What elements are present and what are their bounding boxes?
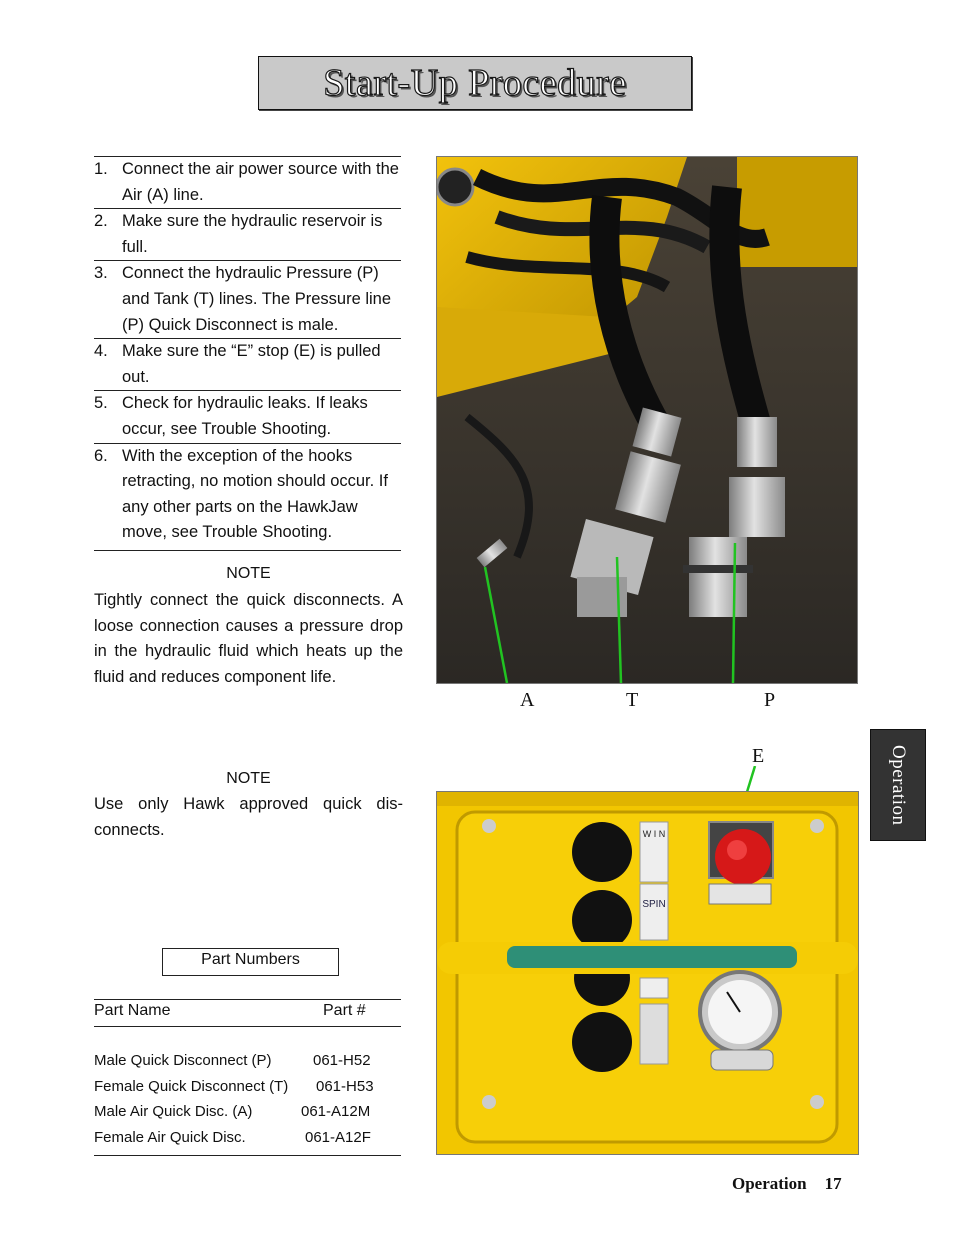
footer-section: Operation xyxy=(732,1174,807,1193)
pointer-line-e xyxy=(745,766,757,792)
label-a: A xyxy=(520,689,535,711)
table-row: Male Air Quick Disc. (A) 061-A12M xyxy=(94,1103,371,1121)
table-row: Female Air Quick Disc. 061-A12F xyxy=(94,1128,371,1146)
page-footer xyxy=(732,1174,842,1194)
page-title-box xyxy=(258,56,692,110)
label-e: E xyxy=(752,745,765,767)
push-to-disable-plate xyxy=(709,884,771,904)
label-t: T xyxy=(626,689,639,711)
note-title: NOTE xyxy=(226,770,271,787)
col-part-number: Part # xyxy=(323,1002,366,1019)
note-title: NOTE xyxy=(226,565,271,582)
note-body: Tightly connect the quick disconnects. A loose connection causes a pressure drop in the hydraulic fluid which heats up the fluid and reduces component life. xyxy=(94,591,403,687)
table-row: Female Quick Disconnect (T) 061-H53 xyxy=(94,1077,374,1095)
hydraulic-hoses-photo xyxy=(436,156,858,684)
parts-table xyxy=(94,1048,401,1150)
panel-label-winch-on: W I N xyxy=(642,829,666,839)
parts-table-header xyxy=(94,999,401,1027)
table-row: Male Quick Disconnect (P) 061-H52 xyxy=(94,1052,371,1069)
note-body: Use only Hawk approved quick dis- connects. xyxy=(94,795,403,839)
section-tab-label: Operation xyxy=(888,744,909,826)
divider xyxy=(94,1155,401,1156)
system-pressure-plate xyxy=(711,1050,773,1070)
control-panel-photo xyxy=(436,791,859,1155)
step-item: 3. Connect the hydraulic Pressure (P) and Tank (T) lines. The Pressure line (P) Quick Disconnect is male. xyxy=(94,260,401,338)
panel-label-spin: SPIN xyxy=(642,899,666,910)
part-numbers-box: Part Numbers xyxy=(162,948,339,976)
procedure-steps xyxy=(94,156,401,551)
step-item: 4. Make sure the “E” stop (E) is pulled out. xyxy=(94,338,401,390)
label-p: P xyxy=(764,689,776,711)
green-grab-bar xyxy=(507,946,797,968)
step-item: 5. Check for hydraulic leaks. If leaks occur, see Trouble Shooting. xyxy=(94,390,401,442)
col-part-name: Part Name xyxy=(94,1002,171,1019)
page-title: Start-Up Procedure xyxy=(323,62,627,104)
step-item: 1. Connect the air power source with the Air (A) line. xyxy=(94,156,401,208)
step-item: 6. With the exception of the hooks retracting, no motion should occur. If any other parts on the HawkJaw move, see Trouble Shooting. xyxy=(94,443,401,551)
page-number: 17 xyxy=(824,1174,842,1193)
section-tab xyxy=(870,729,926,841)
step-item: 2. Make sure the hydraulic reservoir is full. xyxy=(94,208,401,260)
